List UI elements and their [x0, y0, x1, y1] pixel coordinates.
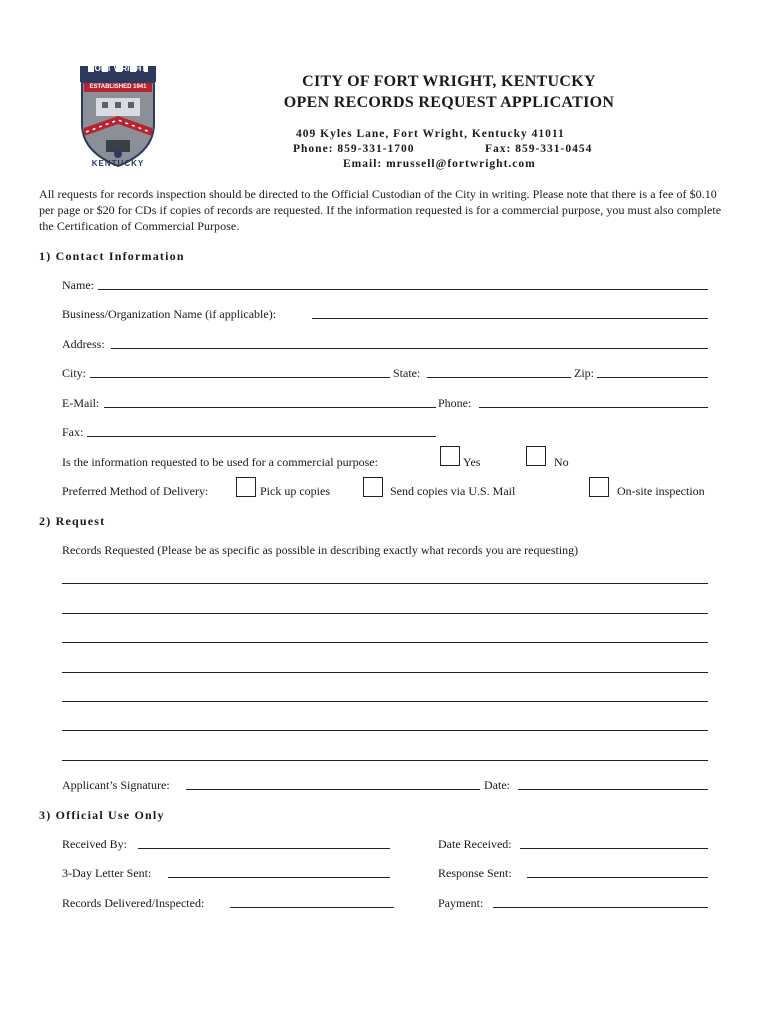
zip-field[interactable] — [597, 377, 708, 378]
state-field[interactable] — [427, 377, 571, 378]
section-heading-official: 3) Official Use Only — [39, 808, 165, 822]
pickup-label: Pick up copies — [260, 484, 330, 498]
records-delivered-field[interactable] — [230, 907, 394, 908]
city-label: City: — [62, 366, 87, 380]
records-line-3[interactable] — [62, 642, 708, 643]
response-sent-label: Response Sent: — [438, 866, 512, 880]
records-line-7[interactable] — [62, 760, 708, 761]
fax-field[interactable] — [87, 436, 436, 437]
mail-checkbox[interactable] — [363, 477, 383, 497]
page-title-line1: CITY OF FORT WRIGHT, KENTUCKY — [302, 73, 596, 90]
letter-sent-label: 3-Day Letter Sent: — [62, 866, 152, 880]
page-title-line2: OPEN RECORDS REQUEST APPLICATION — [283, 94, 615, 111]
logo-banner-text: ESTABLISHED 1941 — [89, 84, 147, 90]
records-requested-label: Records Requested (Please be as specific as possible in describing exactly what records you are requesting) — [62, 543, 579, 557]
date-label: Date: — [484, 778, 510, 792]
commercial-yes-checkbox[interactable] — [440, 446, 460, 466]
received-by-field[interactable] — [138, 848, 390, 849]
onsite-checkbox[interactable] — [589, 477, 609, 497]
mail-label: Send copies via U.S. Mail — [390, 484, 516, 498]
city-fax: Fax: 859-331-0454 — [485, 143, 593, 155]
business-label: Business/Organization Name (if applicable): — [62, 307, 277, 321]
address-field[interactable] — [111, 348, 708, 349]
response-sent-field[interactable] — [527, 877, 708, 878]
onsite-label: On-site inspection — [617, 484, 705, 498]
payment-label: Payment: — [438, 896, 484, 910]
business-field[interactable] — [312, 318, 708, 319]
date-received-label: Date Received: — [438, 837, 512, 851]
letter-sent-field[interactable] — [168, 877, 390, 878]
records-line-6[interactable] — [62, 730, 708, 731]
section-heading-request: 2) Request — [39, 514, 106, 528]
email-label: E-Mail: — [62, 396, 100, 410]
payment-field[interactable] — [493, 907, 708, 908]
phone-field[interactable] — [479, 407, 708, 408]
records-line-4[interactable] — [62, 672, 708, 673]
signature-label: Applicant’s Signature: — [62, 778, 170, 792]
commercial-yes-label: Yes — [463, 455, 481, 469]
records-line-5[interactable] — [62, 701, 708, 702]
commercial-no-label: No — [554, 455, 569, 469]
email-field[interactable] — [104, 407, 436, 408]
city-address: 409 Kyles Lane, Fort Wright, Kentucky 41011 — [296, 128, 565, 140]
zip-label: Zip: — [574, 366, 594, 380]
logo-top-text: FORT WRIGHT — [89, 64, 147, 73]
signature-field[interactable] — [186, 789, 480, 790]
delivery-question: Preferred Method of Delivery: — [62, 484, 209, 498]
name-label: Name: — [62, 278, 94, 292]
city-seal-logo — [72, 62, 164, 174]
state-label: State: — [393, 366, 421, 380]
date-received-field[interactable] — [520, 848, 708, 849]
city-email: Email: mrussell@fortwright.com — [343, 158, 536, 170]
logo-bottom-text: KENTUCKY — [91, 159, 145, 168]
name-field[interactable] — [98, 289, 708, 290]
commercial-question: Is the information requested to be used for a commercial purpose: — [62, 455, 378, 469]
commercial-no-checkbox[interactable] — [526, 446, 546, 466]
section-heading-contact: 1) Contact Information — [39, 249, 185, 263]
received-by-label: Received By: — [62, 837, 127, 851]
records-line-1[interactable] — [62, 583, 708, 584]
city-phone: Phone: 859-331-1700 — [293, 143, 415, 155]
fax-label: Fax: — [62, 425, 84, 439]
intro-paragraph: All requests for records inspection should be directed to the Official Custodian of the City in writing. Please note that there is a fee of $0.10 per page or $20 for CDs if copies of records are requested. If the information requested is for a commercial purpose, you must also complete the Certification of Commercial Purpose. — [39, 187, 722, 233]
address-label: Address: — [62, 337, 105, 351]
city-field[interactable] — [90, 377, 390, 378]
pickup-checkbox[interactable] — [236, 477, 256, 497]
records-line-2[interactable] — [62, 613, 708, 614]
date-field[interactable] — [518, 789, 708, 790]
records-delivered-label: Records Delivered/Inspected: — [62, 896, 205, 910]
phone-label: Phone: — [438, 396, 472, 410]
